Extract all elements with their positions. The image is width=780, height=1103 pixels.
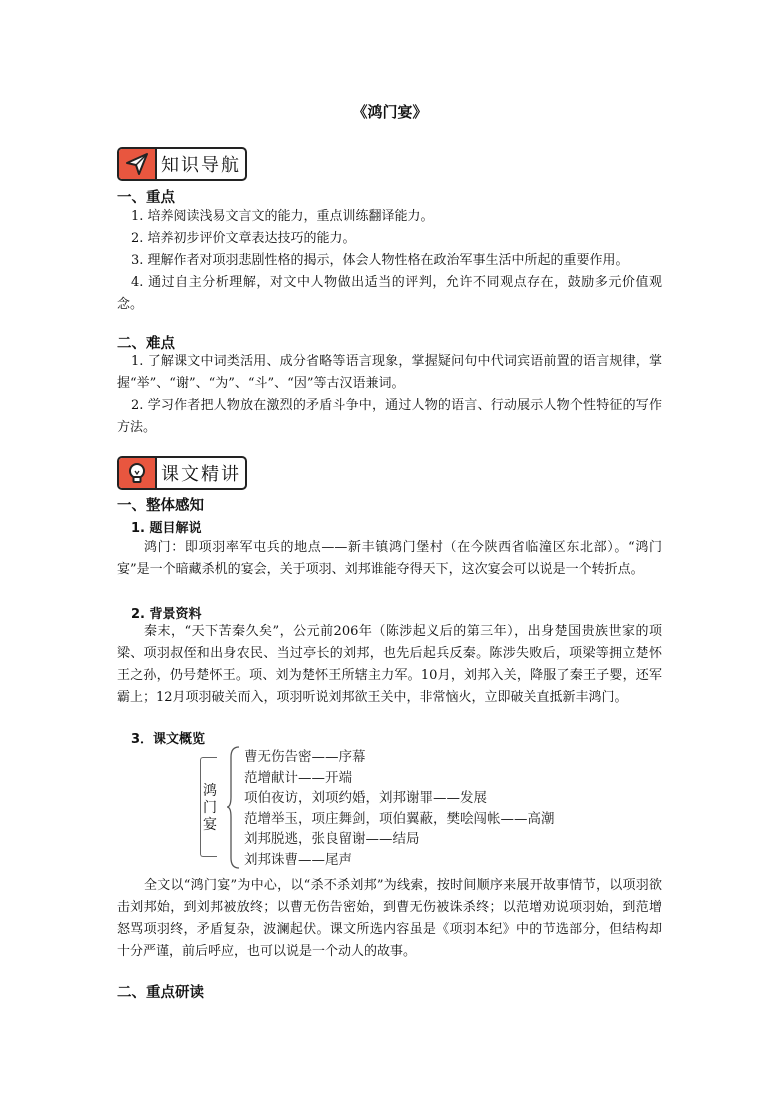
- subheading-title-explanation: 1. 题目解说: [131, 521, 202, 536]
- part-heading-overview: 一、整体感知: [117, 498, 204, 514]
- plot-outline: [200, 745, 620, 870]
- title-explanation-text: 鸿门：即项羽率军屯兵的地点——新丰镇鸿门堡村（在今陕西省临潼区东北部）。“鸿门宴”是一个暗藏杀机的宴会，关于项羽、刘邦谁能夺得天下，这次宴会可以说是一个转折点。: [117, 540, 662, 577]
- part-heading-key-study: 二、重点研读: [117, 985, 204, 1001]
- key-point-3: 3. 理解作者对项羽悲剧性格的揭示，体会人物性格在政治军事生活中所起的重要作用。: [131, 253, 629, 268]
- subheading-background: 2. 背景资料: [131, 607, 202, 622]
- lightbulb-icon: [119, 458, 157, 488]
- outline-item: 曹无伤告密——序幕: [244, 749, 366, 765]
- outline-item: 项伯夜访，刘项约婚，刘邦谢罪——发展: [244, 790, 487, 806]
- key-point-1: 1. 培养阅读浅易文言文的能力，重点训练翻译能力。: [131, 209, 434, 224]
- outline-item: 范增举玉，项庄舞剑，项伯翼蔽，樊哙闯帐——高潮: [244, 810, 555, 827]
- outline-item: 范增献计——开端: [244, 769, 352, 786]
- section-heading-key-points: 一、重点: [117, 190, 175, 206]
- overview-summary-text: 全文以“鸿门宴”为中心，以“杀不杀刘邦”为线索，按时间顺序来展开故事情节，以项羽欲击刘邦始，到刘邦被放终；以曹无伤告密始，到曹无伤被诛杀终；以范增劝说项羽始，到范增怒骂项羽终，矛盾复杂，波澜起伏。课文所选内容虽是《项羽本纪》中的节选部分，但结构却十分严谨，前后呼应，也可以说是一个动人的故事。: [117, 878, 662, 959]
- knowledge-nav-label: 知识导航: [161, 155, 241, 176]
- outline-items: [244, 747, 555, 870]
- key-point-2: 2. 培养初步评价文章表达技巧的能力。: [131, 231, 356, 246]
- key-point-4: 4. 通过自主分析理解，对文中人物做出适当的评判，允许不同观点存在，鼓励多元价值观念。: [117, 275, 662, 312]
- outline-item: 刘邦诛曹——尾声: [244, 851, 352, 868]
- subheading-text-overview: 3．课文概览: [131, 732, 206, 747]
- difficulty-1: 1. 了解课文中词类活用、成分省略等语言现象，掌握疑问句中代词宾语前置的语言规律，掌握“举”、“谢”、“为”、“斗”、“因”等古汉语兼词。: [117, 354, 662, 391]
- paper-plane-icon: [119, 149, 157, 179]
- outline-item: 刘邦脱逃，张良留谢——结局: [244, 831, 420, 847]
- outline-curly-brace: [226, 745, 240, 870]
- background-text: 秦末，“天下苦秦久矣”，公元前206年（陈涉起义后的第三年），出身楚国贵族世家的项梁、项羽叔侄和出身农民、当过亭长的刘邦，也先后起兵反秦。陈涉失败后，项梁等拥立楚怀王之孙，仍号楚怀王。项、刘为楚怀王所辖主力军。10月，刘邦入关，降服了秦王子婴，还军霸上；12月项羽破关而入，项羽听说刘邦欲王关中，非常恼火，立即破关直抵新丰鸿门。: [117, 624, 662, 705]
- lecture-badge: [117, 456, 247, 490]
- difficulty-2: 2. 学习作者把人物放在激烈的矛盾斗争中，通过人物的语言、行动展示人物个性特征的写作方法。: [117, 398, 662, 435]
- knowledge-nav-badge: [117, 147, 247, 181]
- lecture-label: 课文精讲: [161, 464, 241, 485]
- section-heading-difficulties: 二、难点: [117, 336, 175, 352]
- document-title: 《鸿门宴》: [352, 103, 428, 121]
- outline-center-label: 鸿门宴: [203, 783, 217, 833]
